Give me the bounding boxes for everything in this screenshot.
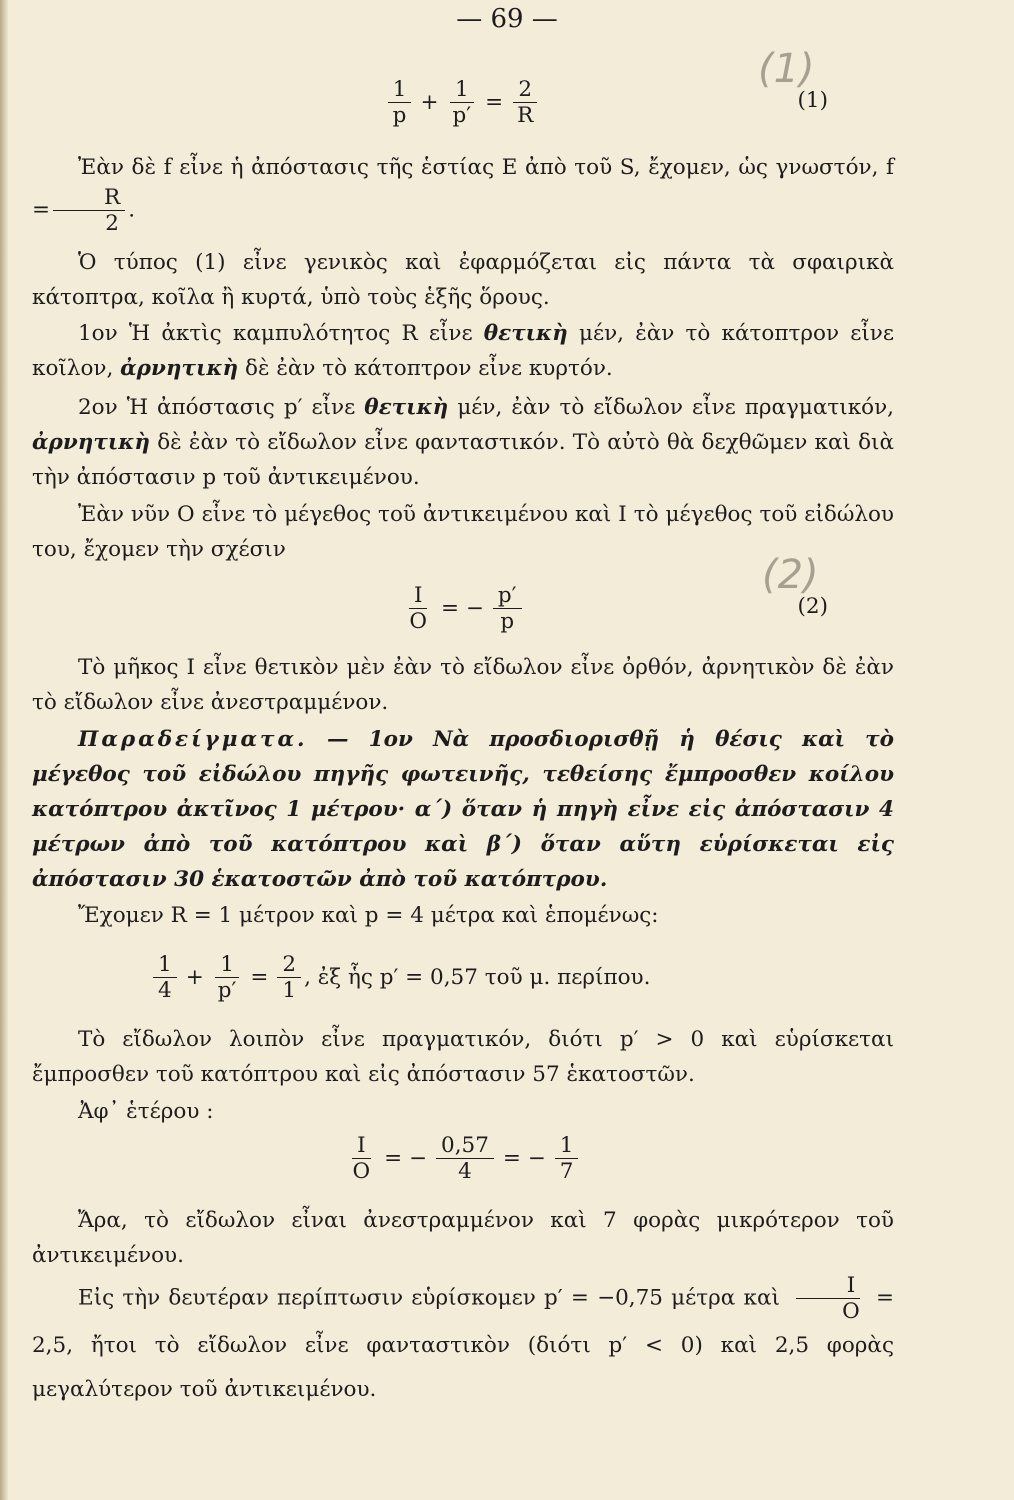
pencil-annotation: (2) [762, 552, 819, 598]
paragraph-size-relation: Ἐὰν νῦν Ο εἶνε τὸ μέγεθος τοῦ ἀντικειμένου καὶ Ι τὸ μέγεθος τοῦ εἰδώλου του, ἔχομεν τὴν σχέσιν [32, 502, 894, 562]
equation-1: $\frac{1}{p}$ + $\frac{1}{p'}$ = $\frac{2}{R}$ (1) [32, 72, 894, 132]
fraction: $\frac{0,57}{4}$ [436, 1133, 494, 1184]
paragraph-focal: Ἐὰν δὲ f εἶνε ἡ ἀπόστασις τῆς ἑστίας Ε ἀπὸ τοῦ S, ἔχομεν, ὡς γνωστόν, f = $\frac{R}{2}$ . [32, 155, 894, 236]
equation-4: $\frac{I}{O}$ = − $\frac{0,57}{4}$ = − $\frac{1}{7}$ [32, 1128, 894, 1188]
fraction: $\frac{1}{7}$ [555, 1133, 579, 1184]
paragraph-examples: Παραδείγματα. — 1ον Νὰ προσδιορισθῇ ἡ θέσις καὶ τὸ μέγεθος τοῦ εἰδώλου πηγῆς φωτεινῆς, τεθείσης ἔμπροσθεν κοίλου κατόπτρου ἀκτῖνος 1 μέτρου· α΄) ὅταν ἡ πηγὴ εἶνε εἰς ἀπόστασιν 4 μέτρων ἀπὸ τοῦ κατόπτρου καὶ β΄) ὅταν αὕτη εὑρίσκεται εἰς ἀπόστασιν 30 ἑκατοστῶν ἀπὸ τοῦ κατόπτρου. [32, 727, 894, 892]
fraction: $\frac{1}{p'}$ [213, 952, 242, 1003]
paragraph-other-hand: Ἀφ᾽ ἑτέρου : [78, 1099, 214, 1124]
fraction: $\frac{p'}{p}$ [493, 583, 522, 634]
paragraph-formula-general: Ὁ τύπος (1) εἶνε γενικὸς καὶ ἐφαρμόζεται εἰς πάντα τὰ σφαιρικὰ κάτοπτρα, κοῖλα ἢ κυρτά, ὑπὸ τοὺς ἑξῆς ὅρους. [32, 250, 894, 310]
fraction: $\frac{I}{O}$ [409, 582, 428, 634]
paragraph-inverted: Ἄρα, τὸ εἴδωλον εἶναι ἀνεστραμμένον καὶ 7 φορὰς μικρότερον τοῦ ἀντικειμένου. [32, 1208, 894, 1268]
equation-2: $\frac{I}{O}$ = − $\frac{p'}{p}$ (2) [32, 578, 894, 638]
fraction: $\frac{1}{4}$ [153, 952, 177, 1003]
fraction: $\frac{R}{2}$ [53, 185, 125, 236]
page-number: — 69 — [456, 4, 558, 34]
fraction: $\frac{1}{p}$ [388, 77, 412, 128]
paragraph-second-case: Εἰς τὴν δευτέραν περίπτωσιν εὑρίσκομεν p′ = −0,75 μέτρα καὶ $\frac{I}{O}$ = 2,5, ἤτοι τὸ εἴδωλον εἶνε φανταστικὸν (διότι p′ < 0) καὶ 2,5 φορὰς μεγαλύτερον τοῦ ἀντικειμένου. [32, 1273, 894, 1402]
equation-3: $\frac{1}{4}$ + $\frac{1}{p'}$ = $\frac{2}{1}$ , ἐξ ἧς p′ = 0,57 τοῦ μ. περίπου. [32, 945, 894, 1009]
fraction: $\frac{2}{1}$ [277, 952, 301, 1003]
paragraph-given: Ἔχομεν R = 1 μέτρον καὶ p = 4 μέτρα καὶ ἑπομένως: [78, 903, 659, 928]
fraction: $\frac{I}{O}$ [791, 1273, 865, 1324]
paragraph-real-image: Τὸ εἴδωλον λοιπὸν εἶνε πραγματικόν, διότι p′ > 0 καὶ εὑρίσκεται ἔμπροσθεν τοῦ κατόπτρου καὶ εἰς ἀπόστασιν 57 ἑκατοστῶν. [32, 1027, 894, 1087]
examples-title: Παραδείγματα. [78, 727, 308, 752]
paragraph-rule-2: 2ον Ἡ ἀπόστασις p′ εἶνε θετικὴ μέν, ἐὰν τὸ εἴδωλον εἶνε πραγματικόν, ἀρνητικὴ δὲ ἐὰν τὸ εἴδωλον εἶνε φανταστικόν. Τὸ αὐτὸ θὰ δεχθῶμεν καὶ διὰ τὴν ἀπόστασιν p τοῦ ἀντικειμένου. [32, 395, 894, 490]
equation-label: (1) [797, 88, 828, 113]
pencil-annotation: (1) [758, 46, 815, 92]
equation-label: (2) [797, 594, 828, 619]
fraction: $\frac{1}{p'}$ [447, 77, 476, 128]
paragraph-length-sign: Τὸ μῆκος Ι εἶνε θετικὸν μὲν ἐὰν τὸ εἴδωλον εἶνε ὀρθόν, ἀρνητικὸν δὲ ἐὰν τὸ εἴδωλον εἶνε ἀνεστραμμένον. [32, 655, 894, 715]
paragraph-rule-1: 1ον Ἡ ἀκτὶς καμπυλότητος R εἶνε θετικὴ μέν, ἐὰν τὸ κάτοπτρον εἶνε κοῖλον, ἀρνητικὴ δὲ ἐὰν τὸ κάτοπτρον εἶνε κυρτόν. [32, 321, 894, 381]
fraction: $\frac{I}{O}$ [352, 1132, 371, 1184]
fraction: $\frac{2}{R}$ [512, 77, 538, 128]
